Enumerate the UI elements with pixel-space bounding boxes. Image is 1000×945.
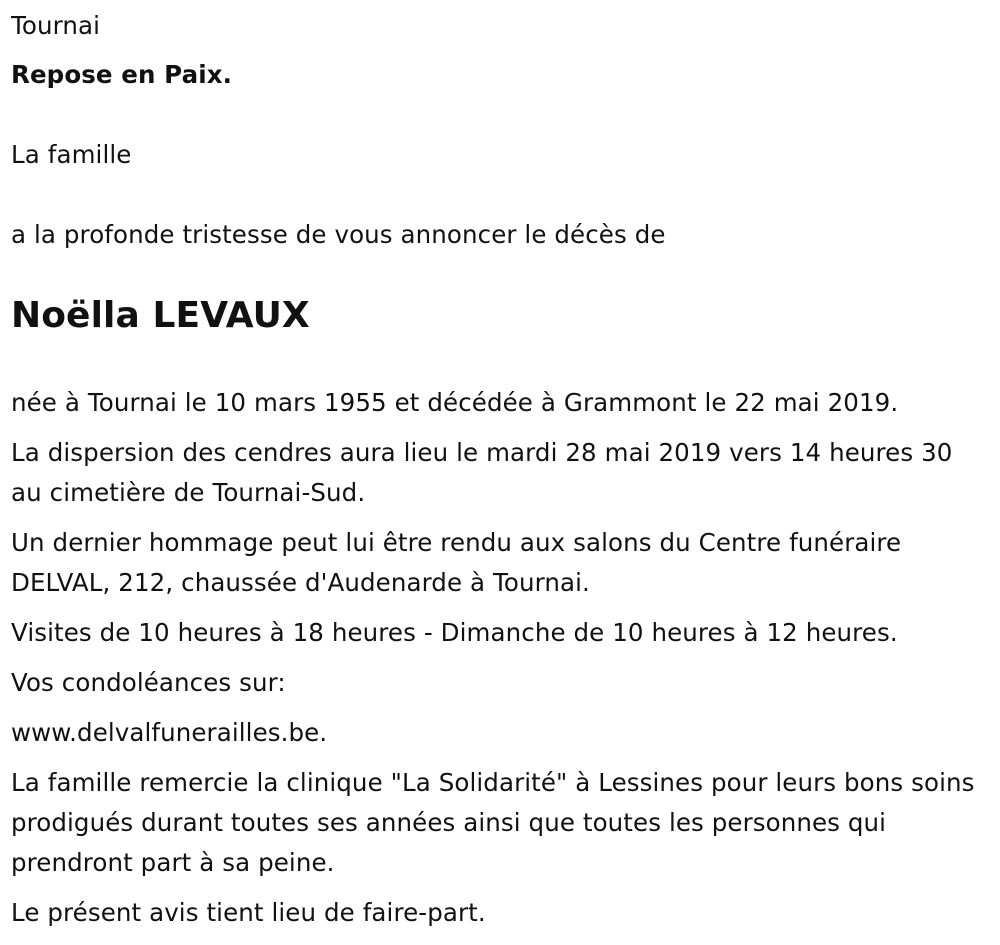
city-name: Tournai (11, 11, 101, 40)
closing-line: Le présent avis tient lieu de faire-part. (11, 898, 486, 927)
birth-death-line: née à Tournai le 10 mars 1955 et décédée à Grammont le 22 mai 2019. (11, 388, 899, 417)
deceased-name: Noëlla LEVAUX (11, 295, 310, 336)
ceremony-paragraph: La dispersion des cendres aura lieu le mardi 28 mai 2019 vers 14 heures 30 au cimetière de Tournai-Sud. (11, 438, 953, 507)
thanks-paragraph: La famille remercie la clinique "La Solidarité" à Lessines pour leurs bons soins prodigués durant toutes ses années ainsi que toutes les personnes qui prendront part à sa peine. (11, 768, 975, 877)
condolences-label: Vos condoléances sur: (11, 668, 286, 697)
rest-in-peace-heading: Repose en Paix. (11, 60, 233, 89)
announcement-line: a la profonde tristesse de vous annoncer le décès de (11, 220, 666, 249)
tribute-paragraph: Un dernier hommage peut lui être rendu aux salons du Centre funéraire DELVAL, 212, chaussée d'Audenarde à Tournai. (11, 528, 902, 597)
notice-body (11, 383, 986, 943)
visits-line: Visites de 10 heures à 18 heures - Dimanche de 10 heures à 12 heures. (11, 618, 898, 647)
family-line: La famille (11, 140, 132, 169)
condolences-link[interactable]: www.delvalfunerailles.be. (11, 718, 328, 747)
